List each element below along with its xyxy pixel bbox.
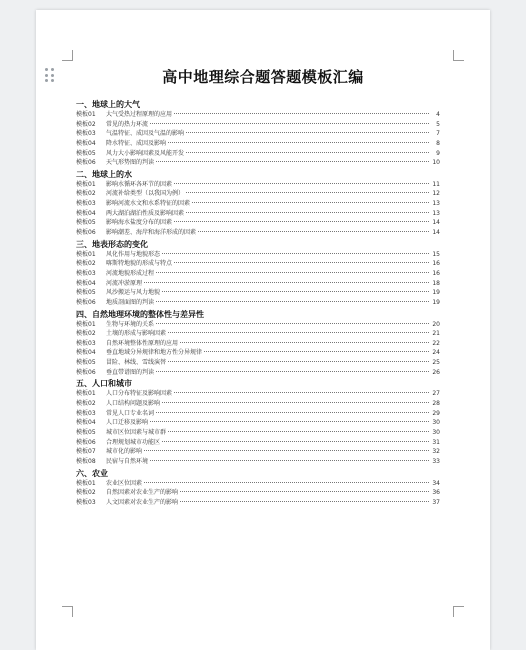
toc-leader-dots bbox=[168, 142, 429, 143]
toc-entry-label: 模板06 bbox=[76, 368, 96, 376]
toc-entry-title: 冒险、林线、雪线演替 bbox=[106, 359, 167, 367]
toc-entry-page-number: 14 bbox=[432, 229, 440, 237]
toc-leader-dots bbox=[156, 301, 429, 302]
toc-entry-title: 城市区位因素与城市群 bbox=[106, 428, 167, 436]
toc-entry-label: 模板05 bbox=[76, 359, 96, 367]
toc-entry-page-number: 31 bbox=[432, 438, 440, 446]
toc-leader-dots bbox=[186, 132, 429, 133]
toc-entry-title: 影响潮差、海岸和海洋形成的因素 bbox=[106, 229, 197, 237]
toc-entry-label: 模板05 bbox=[76, 428, 96, 436]
toc-entry-label: 模板01 bbox=[76, 320, 96, 328]
toc-entry[interactable] bbox=[76, 498, 440, 508]
toc-leader-dots bbox=[192, 202, 429, 203]
toc-entry[interactable] bbox=[76, 218, 440, 228]
toc-entry[interactable] bbox=[76, 479, 440, 489]
toc-leader-dots bbox=[174, 113, 429, 114]
toc-leader-dots bbox=[144, 450, 429, 451]
toc-entry-label: 模板02 bbox=[76, 260, 96, 268]
toc-entry-title: 风力大小影响因素及风能开发 bbox=[106, 149, 185, 157]
toc-leader-dots bbox=[198, 231, 429, 232]
toc-entry-title: 地质剖面图的判读 bbox=[106, 298, 155, 306]
toc-entry-page-number: 8 bbox=[436, 139, 440, 147]
toc-entry-title: 城市化的影响 bbox=[106, 448, 143, 456]
toc-leader-dots bbox=[186, 152, 429, 153]
page-corner-mark bbox=[62, 606, 73, 617]
toc-leader-dots bbox=[150, 421, 429, 422]
toc-leader-dots bbox=[150, 123, 429, 124]
toc-entry-page-number: 29 bbox=[432, 409, 440, 417]
toc-entry-page-number: 30 bbox=[432, 428, 440, 436]
toc-leader-dots bbox=[156, 161, 429, 162]
toc-entry-label: 模板04 bbox=[76, 349, 96, 357]
toc-entry-title: 人口分布特征及影响因素 bbox=[106, 390, 173, 398]
toc-entry[interactable] bbox=[76, 120, 440, 130]
toc-entry-title: 河流地貌形成过程 bbox=[106, 269, 155, 277]
toc-entry[interactable] bbox=[76, 110, 440, 120]
toc-entry-page-number: 11 bbox=[432, 180, 440, 188]
toc-entry[interactable] bbox=[76, 259, 440, 269]
toc-section-heading[interactable]: 五、人口和城市 bbox=[76, 379, 132, 389]
toc-entry-page-number: 20 bbox=[432, 320, 440, 328]
toc-leader-dots bbox=[144, 482, 429, 483]
toc-leader-dots bbox=[156, 412, 429, 413]
toc-entry[interactable] bbox=[76, 320, 440, 330]
toc-entry[interactable] bbox=[76, 269, 440, 279]
toc-leader-dots bbox=[180, 342, 429, 343]
toc-leader-dots bbox=[186, 192, 429, 193]
toc-entry-page-number: 30 bbox=[432, 419, 440, 427]
toc-entry-label: 模板03 bbox=[76, 269, 96, 277]
toc-leader-dots bbox=[162, 291, 429, 292]
toc-leader-dots bbox=[156, 323, 429, 324]
toc-entry-page-number: 25 bbox=[432, 359, 440, 367]
toc-entry[interactable] bbox=[76, 199, 440, 209]
toc-entry[interactable] bbox=[76, 228, 440, 238]
toc-entry[interactable] bbox=[76, 129, 440, 139]
toc-section-heading[interactable]: 四、自然地理环境的整体性与差异性 bbox=[76, 309, 204, 319]
toc-leader-dots bbox=[174, 262, 429, 263]
toc-entry[interactable] bbox=[76, 158, 440, 168]
toc-entry-page-number: 5 bbox=[436, 120, 440, 128]
toc-entry-page-number: 21 bbox=[432, 330, 440, 338]
toc-entry[interactable] bbox=[76, 329, 440, 339]
toc-entry-title: 降水特征、成因及影响 bbox=[106, 139, 167, 147]
toc-entry-label: 模板02 bbox=[76, 190, 96, 198]
toc-entry-title: 影响水循环各环节的因素 bbox=[106, 180, 173, 188]
toc-leader-dots bbox=[180, 501, 429, 502]
toc-entry-page-number: 16 bbox=[432, 269, 440, 277]
toc-entry[interactable] bbox=[76, 180, 440, 190]
toc-entry-page-number: 12 bbox=[432, 190, 440, 198]
toc-entry[interactable] bbox=[76, 298, 440, 308]
page-corner-mark bbox=[453, 606, 464, 617]
toc-leader-dots bbox=[174, 392, 429, 393]
toc-entry-title: 生物与环境的关系 bbox=[106, 320, 155, 328]
toc-entry-title: 农业区位因素 bbox=[106, 479, 143, 487]
page-corner-mark bbox=[62, 50, 73, 61]
toc-entry-label: 模板06 bbox=[76, 159, 96, 167]
toc-entry-page-number: 37 bbox=[432, 498, 440, 506]
toc-entry[interactable] bbox=[76, 189, 440, 199]
toc-entry-label: 模板02 bbox=[76, 400, 96, 408]
toc-entry[interactable] bbox=[76, 368, 440, 378]
toc-entry-title: 喀斯特地貌的形成与特点 bbox=[106, 260, 173, 268]
toc-entry-title: 影响河流水文和水系特征的因素 bbox=[106, 200, 191, 208]
toc-leader-dots bbox=[156, 371, 429, 372]
toc-entry-label: 模板03 bbox=[76, 409, 96, 417]
toc-entry-label: 模板01 bbox=[76, 250, 96, 258]
toc-entry[interactable] bbox=[76, 438, 440, 448]
toc-entry-title: 大气受热过程原理的应用 bbox=[106, 111, 173, 118]
toc-entry-title: 天气形势图的判读 bbox=[106, 159, 155, 167]
toc-entry-page-number: 26 bbox=[432, 368, 440, 376]
toc-entry-page-number: 18 bbox=[432, 279, 440, 287]
toc-entry-label: 模板05 bbox=[76, 289, 96, 297]
toc-entry-page-number: 32 bbox=[432, 448, 440, 456]
toc-entry-page-number: 19 bbox=[432, 289, 440, 297]
toc-entry-page-number: 24 bbox=[432, 349, 440, 357]
toc-entry-title: 两大湖泊湖泊性质及影响因素 bbox=[106, 209, 185, 217]
toc-entry[interactable] bbox=[76, 447, 440, 457]
toc-leader-dots bbox=[204, 351, 429, 352]
toc-entry[interactable] bbox=[76, 488, 440, 498]
toc-entry-title: 民宿与自然环境 bbox=[106, 457, 149, 465]
toc-entry-label: 模板04 bbox=[76, 279, 96, 287]
toc-entry-page-number: 34 bbox=[432, 479, 440, 487]
toc-entry-label: 模板04 bbox=[76, 139, 96, 147]
toc-entry-title: 影响海水盐度分布的因素 bbox=[106, 219, 173, 227]
toc-entry-title: 常见的热力环流 bbox=[106, 120, 149, 128]
toc-leader-dots bbox=[186, 212, 429, 213]
toc-leader-dots bbox=[162, 441, 429, 442]
toc-leader-dots bbox=[162, 402, 429, 403]
toc-entry-label: 模板01 bbox=[76, 111, 96, 118]
toc-entry-label: 模板05 bbox=[76, 149, 96, 157]
toc-entry-page-number: 15 bbox=[432, 250, 440, 258]
toc-entry-title: 合理规划城市功能区 bbox=[106, 438, 161, 446]
toc-entry[interactable] bbox=[76, 399, 440, 409]
table-of-contents bbox=[76, 98, 440, 507]
drag-handle-icon[interactable] bbox=[45, 68, 54, 83]
toc-section-heading[interactable]: 三、地表形态的变化 bbox=[76, 239, 148, 249]
toc-entry[interactable] bbox=[76, 139, 440, 149]
document-title: 高中地理综合题答题模板汇编 bbox=[162, 68, 364, 86]
toc-entry-page-number: 10 bbox=[432, 159, 440, 167]
toc-entry-title: 风沙搬运与风力地貌 bbox=[106, 289, 161, 297]
toc-entry-title: 土壤的形成与影响因素 bbox=[106, 330, 167, 338]
toc-entry-label: 模板04 bbox=[76, 209, 96, 217]
toc-entry[interactable] bbox=[76, 418, 440, 428]
toc-leader-dots bbox=[162, 253, 429, 254]
toc-leader-dots bbox=[156, 272, 429, 273]
toc-entry-label: 模板01 bbox=[76, 479, 96, 487]
toc-entry-label: 模板02 bbox=[76, 330, 96, 338]
toc-leader-dots bbox=[174, 183, 429, 184]
toc-entry-title: 风化作用与地貌形态 bbox=[106, 250, 161, 258]
toc-entry-page-number: 7 bbox=[436, 130, 440, 138]
toc-entry-title: 人口迁移及影响 bbox=[106, 419, 149, 427]
toc-entry-title: 垂直带谱图的判读 bbox=[106, 368, 155, 376]
toc-entry[interactable] bbox=[76, 457, 440, 467]
toc-entry[interactable] bbox=[76, 149, 440, 159]
toc-entry-label: 模板01 bbox=[76, 390, 96, 398]
toc-section-heading[interactable]: 二、地球上的水 bbox=[76, 169, 132, 179]
toc-leader-dots bbox=[168, 361, 429, 362]
toc-entry-label: 模板03 bbox=[76, 498, 96, 506]
toc-entry[interactable] bbox=[76, 279, 440, 289]
toc-entry-label: 模板08 bbox=[76, 457, 96, 465]
toc-entry-title: 人口结构问题及影响 bbox=[106, 400, 161, 408]
toc-entry[interactable] bbox=[76, 209, 440, 219]
toc-entry-label: 模板02 bbox=[76, 120, 96, 128]
toc-entry[interactable] bbox=[76, 409, 440, 419]
toc-entry-title: 河流补给类型（以我国为例） bbox=[106, 190, 185, 198]
toc-entry-label: 模板06 bbox=[76, 438, 96, 446]
toc-entry-page-number: 36 bbox=[432, 489, 440, 497]
toc-entry-title: 自然因素对农业生产的影响 bbox=[106, 489, 179, 497]
toc-entry-label: 模板05 bbox=[76, 219, 96, 227]
toc-entry-page-number: 33 bbox=[432, 457, 440, 465]
toc-entry-label: 模板06 bbox=[76, 229, 96, 237]
toc-entry-page-number: 28 bbox=[432, 400, 440, 408]
toc-entry-page-number: 16 bbox=[432, 260, 440, 268]
page-corner-mark bbox=[453, 50, 464, 61]
toc-entry-page-number: 4 bbox=[436, 111, 440, 118]
toc-entry[interactable] bbox=[76, 389, 440, 399]
toc-entry-page-number: 19 bbox=[432, 298, 440, 306]
toc-entry-label: 模板01 bbox=[76, 180, 96, 188]
toc-entry[interactable] bbox=[76, 339, 440, 349]
toc-entry-label: 模板06 bbox=[76, 298, 96, 306]
toc-entry-title: 气温特征、成因及气温的影响 bbox=[106, 130, 185, 138]
toc-entry-title: 垂直地域分异规律和地方性分异规律 bbox=[106, 349, 203, 357]
document-page bbox=[36, 10, 490, 650]
toc-section-heading[interactable]: 一、地球上的大气 bbox=[76, 100, 140, 109]
toc-entry-label: 模板03 bbox=[76, 130, 96, 138]
toc-entry-title: 人文因素对农业生产的影响 bbox=[106, 498, 179, 506]
toc-entry-title: 河流冲淤原理 bbox=[106, 279, 143, 287]
toc-entry-label: 模板07 bbox=[76, 448, 96, 456]
toc-leader-dots bbox=[168, 431, 429, 432]
toc-entry-page-number: 27 bbox=[432, 390, 440, 398]
toc-entry[interactable] bbox=[76, 250, 440, 260]
toc-leader-dots bbox=[180, 491, 429, 492]
toc-entry[interactable] bbox=[76, 288, 440, 298]
toc-entry-page-number: 14 bbox=[432, 219, 440, 227]
toc-entry[interactable] bbox=[76, 428, 440, 438]
toc-section-heading[interactable]: 六、农业 bbox=[76, 468, 108, 478]
toc-leader-dots bbox=[168, 332, 429, 333]
toc-leader-dots bbox=[144, 282, 429, 283]
toc-entry-page-number: 9 bbox=[436, 149, 440, 157]
toc-leader-dots bbox=[150, 460, 429, 461]
toc-entry-title: 自然环境整体性原理的应用 bbox=[106, 339, 179, 347]
toc-entry-page-number: 13 bbox=[432, 200, 440, 208]
toc-entry-page-number: 13 bbox=[432, 209, 440, 217]
toc-entry-page-number: 22 bbox=[432, 339, 440, 347]
toc-entry[interactable] bbox=[76, 348, 440, 358]
toc-entry-label: 模板04 bbox=[76, 419, 96, 427]
toc-entry-label: 模板03 bbox=[76, 339, 96, 347]
toc-entry-label: 模板03 bbox=[76, 200, 96, 208]
toc-leader-dots bbox=[174, 221, 429, 222]
toc-entry-label: 模板02 bbox=[76, 489, 96, 497]
toc-entry[interactable] bbox=[76, 358, 440, 368]
toc-entry-title: 常见人口专业名词 bbox=[106, 409, 155, 417]
